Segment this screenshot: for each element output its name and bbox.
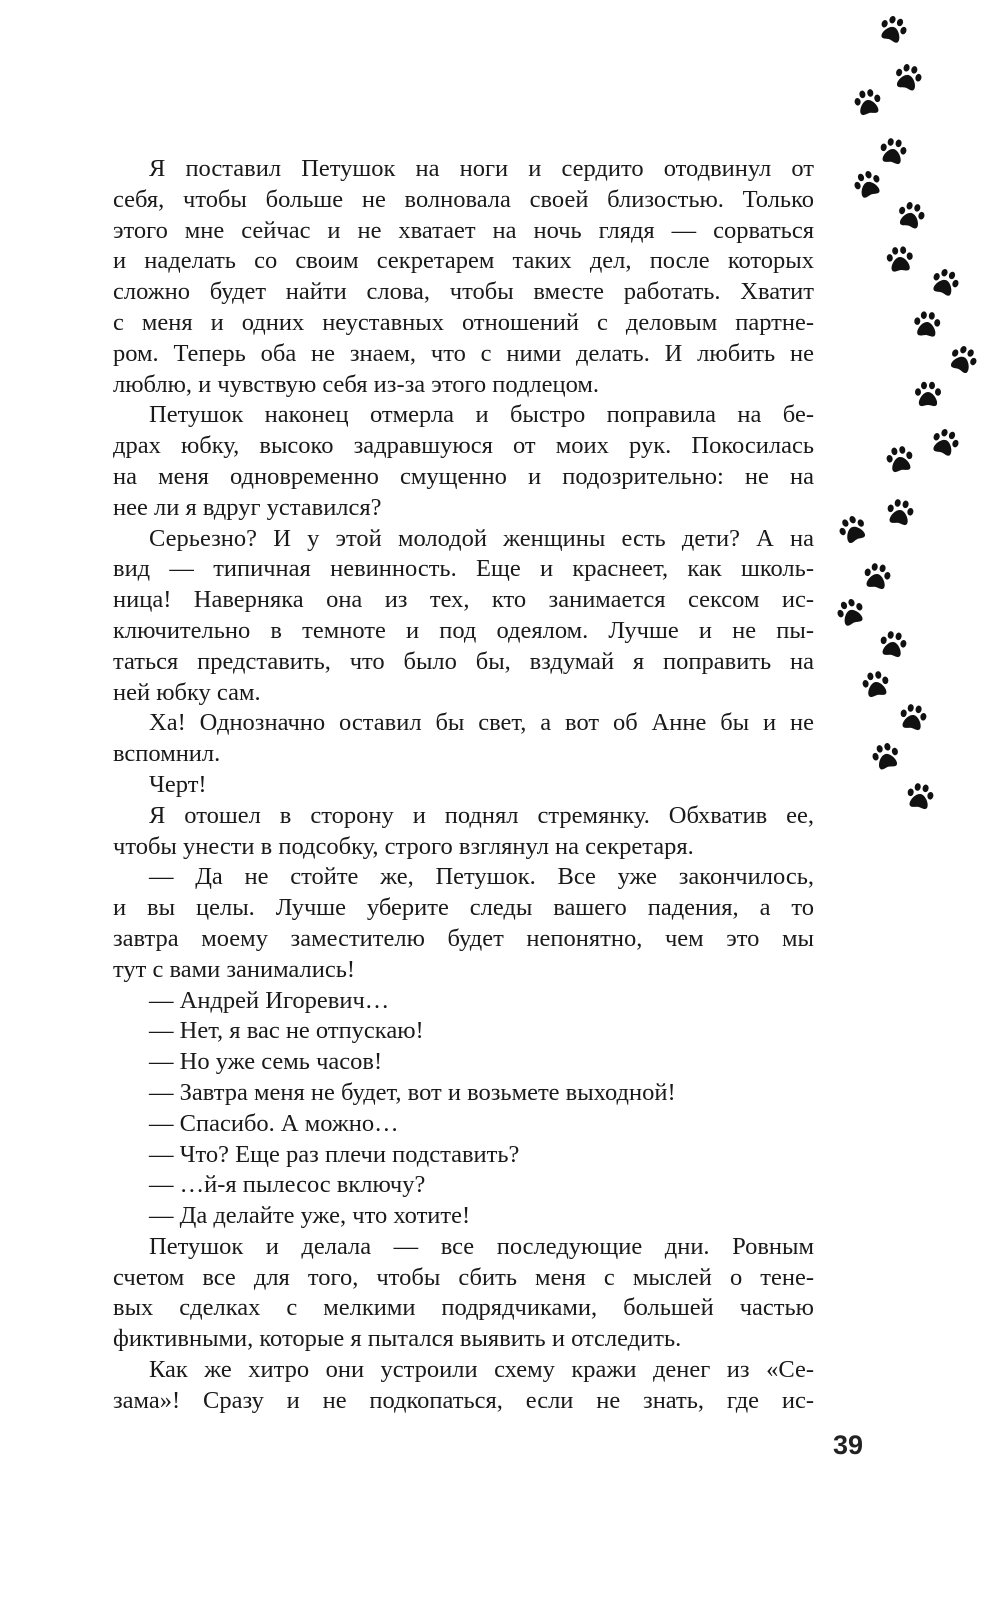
paw-print-icon: [894, 699, 931, 736]
paw-print-icon: [857, 666, 894, 703]
text-line: — Андрей Игоревич…: [149, 986, 390, 1014]
paw-print-icon: [847, 164, 888, 205]
paw-print-icon: [910, 308, 945, 343]
text-line: Черт!: [149, 770, 207, 798]
paw-print-icon: [891, 196, 930, 235]
text-line: и наделать со своим секретарем таких дел, после которых: [113, 247, 814, 275]
paw-print-icon: [924, 262, 965, 303]
paw-print-icon: [832, 509, 875, 552]
text-line: этого мне сейчас и не хватает на ночь глядя — сорваться: [113, 216, 814, 244]
paw-print-icon: [874, 626, 911, 663]
paw-print-icon: [901, 778, 938, 815]
paw-print-icon: [881, 494, 918, 531]
text-line: — Да делайте уже, что хотите!: [149, 1202, 471, 1230]
text-line: — Но уже семь часов!: [149, 1048, 383, 1076]
text-line: вспомнил.: [113, 740, 221, 768]
text-line: нее ли я вдруг уставился?: [113, 493, 382, 521]
paw-print-icon: [924, 422, 965, 463]
paw-print-icon: [881, 441, 918, 478]
text-line: с меня и одних неуставных отношений с деловым партне-: [113, 308, 814, 336]
text-line: — Да не стойте же, Петушок. Все уже закончилось,: [149, 863, 814, 891]
paw-print-icon: [888, 58, 927, 97]
text-line: вых сделках с мелкими подрядчиками, большей частью: [113, 1294, 814, 1322]
text-line: — Нет, я вас не отпускаю!: [149, 1017, 424, 1045]
page-number: 39: [833, 1430, 864, 1460]
body-text: [113, 154, 814, 1417]
text-line: Петушок наконец отмерла и быстро поправила на бе-: [149, 401, 814, 429]
text-line: Я отошел в сторону и поднял стремянку. Обхватив ее,: [149, 801, 814, 829]
text-line: вид — типичная невинность. Еще и краснеет, как школь-: [113, 555, 814, 583]
text-line: таться представить, что было бы, вздумай я поправить на: [113, 647, 814, 675]
paw-print-icon: [872, 9, 913, 50]
text-line: Как же хитро они устроили схему кражи денег из «Се-: [149, 1356, 814, 1384]
text-line: на меня одновременно смущенно и подозрительно: не на: [113, 462, 814, 490]
text-line: и вы целы. Лучше уберите следы вашего падения, а то: [113, 894, 814, 922]
text-line: сложно будет найти слова, чтобы вместе работать. Хватит: [113, 278, 814, 306]
text-line: Петушок и делала — все последующие дни. Ровным: [149, 1232, 814, 1260]
paw-print-icon: [858, 558, 895, 595]
text-line: ница! Наверняка она из тех, кто занимается сексом ис-: [113, 586, 814, 614]
text-line: — Спасибо. А можно…: [149, 1109, 399, 1137]
text-line: ром. Теперь оба не знаем, что с ними делать. И любить не: [113, 339, 814, 367]
text-line: зама»! Сразу и не подкопаться, если не знать, где ис-: [113, 1386, 814, 1414]
text-line: Ха! Однозначно оставил бы свет, а вот об Анне бы и не: [149, 709, 814, 737]
paw-print-icon: [849, 84, 886, 121]
text-line: — Что? Еще раз плечи подставить?: [149, 1140, 520, 1168]
text-line: — …й-я пылесос включу?: [149, 1171, 426, 1199]
text-line: завтра моему заместителю будет непонятно, чем это мы: [113, 924, 814, 952]
text-line: тут с вами занимались!: [113, 955, 356, 983]
text-line: чтобы унести в подсобку, строго взглянул на секретаря.: [113, 832, 694, 860]
paw-print-icon: [874, 133, 911, 170]
text-line: драх юбку, высоко задравшуюся от моих рук. Покосилась: [113, 432, 814, 460]
text-line: люблю, и чувствую себя из-за этого подлецом.: [113, 370, 600, 398]
paw-print-icon: [912, 379, 944, 411]
paw-print-icon: [942, 339, 985, 382]
text-line: фиктивными, которые я пытался выявить и отследить.: [113, 1325, 682, 1353]
text-line: Серьезно? И у этой молодой женщины есть дети? А на: [149, 524, 814, 552]
paw-print-icon: [866, 737, 905, 776]
paw-print-icon: [830, 592, 871, 633]
text-line: — Завтра меня не будет, вот и возьмете выходной!: [149, 1078, 676, 1106]
paw-print-icon: [883, 243, 918, 278]
text-line: ключительно в темноте и под одеялом. Лучше и не пы-: [113, 616, 814, 644]
text-line: себя, чтобы больше не волновала своей близостью. Только: [113, 185, 814, 213]
text-line: ней юбку сам.: [113, 678, 261, 706]
text-line: счетом все для того, чтобы сбить меня с мыслей о тене-: [113, 1263, 814, 1291]
text-line: Я поставил Петушок на ноги и сердито отодвинул от: [149, 155, 814, 182]
